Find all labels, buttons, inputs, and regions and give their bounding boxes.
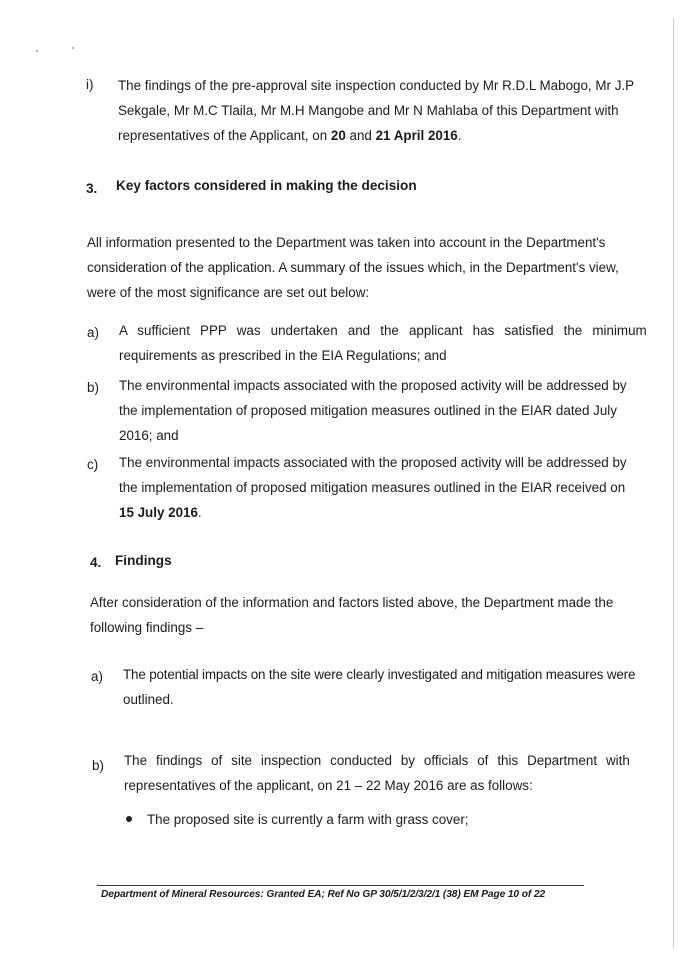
section-3-item-b-line1: The environmental impacts associated with the proposed activity will be addressed by — [119, 378, 627, 393]
section-4-item-a-line1: The potential impacts on the site were clearly investigated and mitigation measures were — [123, 667, 636, 682]
footer-rule — [97, 885, 584, 886]
item-i-date-a: 20 — [330, 128, 346, 143]
section-4-item-b-line2: representatives of the applicant, on 21 – 22 May 2016 are as follows: — [124, 778, 533, 793]
item-i-text — [118, 73, 635, 148]
section-4-item-b-label: b) — [92, 758, 104, 773]
section-3-item-c-date: 15 July 2016 — [119, 505, 198, 520]
item-i-line3-pre: representatives of the Applicant, on — [118, 128, 331, 143]
section-3-title: Key factors considered in making the decision — [116, 178, 417, 193]
item-i-label: i) — [86, 77, 94, 92]
section-4-item-b-text — [124, 748, 630, 798]
scan-speck — [36, 50, 38, 52]
section-4-intro-line2: following findings – — [90, 620, 204, 635]
section-3-item-a-line2: requirements as prescribed in the EIA Regulations; and — [119, 348, 447, 363]
item-i-date-b: 21 April 2016 — [375, 128, 458, 143]
section-3-item-b-label: b) — [87, 380, 99, 395]
section-3-item-c-line3 — [119, 500, 627, 525]
page-footer: Department of Mineral Resources: Granted EA; Ref No GP 30/5/1/2/3/2/1 (38) EM Page 10 of 22 — [101, 889, 546, 900]
section-4-title: Findings — [115, 553, 172, 568]
section-3-intro-line3: were of the most significance are set out below: — [87, 285, 370, 300]
section-4-item-a-line2: outlined. — [123, 692, 174, 707]
section-4-item-b-bullet: The proposed site is currently a farm with grass cover; — [147, 812, 469, 827]
section-3-item-b-text — [119, 373, 627, 448]
section-4-intro — [90, 590, 613, 640]
section-3-item-a-label: a) — [87, 325, 99, 340]
section-3-item-b-line2: the implementation of proposed mitigation measures outlined in the EIAR dated July — [119, 403, 617, 418]
item-i-line1: The findings of the pre-approval site inspection conducted by Mr R.D.L Mabogo, Mr J.P — [118, 78, 635, 93]
item-i-line3-end: . — [457, 128, 462, 143]
section-3-item-a-text — [119, 318, 647, 368]
item-i-line2: Sekgale, Mr M.C Tlaila, Mr M.H Mangobe and Mr N Mahlaba of this Department with — [118, 103, 619, 118]
section-3-intro — [87, 230, 619, 305]
page-edge-line — [673, 18, 674, 948]
bullet-icon — [126, 816, 132, 822]
section-4-intro-line1: After consideration of the information and factors listed above, the Department made the — [90, 595, 614, 610]
item-i-line3-mid: and — [345, 128, 376, 143]
section-4-number: 4. — [90, 555, 102, 570]
section-4-item-a-text — [123, 662, 635, 712]
section-3-item-c-text — [119, 450, 627, 525]
section-3-number: 3. — [86, 181, 98, 196]
section-3-intro-line2: consideration of the application. A summary of the issues which, in the Department's view, — [87, 260, 619, 275]
section-3-item-c-label: c) — [87, 457, 99, 472]
section-3-item-b-line3: 2016; and — [119, 428, 179, 443]
section-3-item-a-line1: A sufficient PPP was undertaken and the applicant has satisfied the minimum — [119, 323, 647, 338]
section-3-intro-line1: All information presented to the Department was taken into account in the Department's — [87, 235, 606, 250]
section-3-item-c-line3-end: . — [197, 505, 202, 520]
section-4-item-a-label: a) — [91, 669, 103, 684]
item-i-line3 — [118, 123, 624, 148]
section-3-item-c-line2: the implementation of proposed mitigation measures outlined in the EIAR received on — [119, 480, 626, 495]
scan-speck — [72, 47, 74, 49]
section-3-item-c-line1: The environmental impacts associated with the proposed activity will be addressed by — [119, 455, 627, 470]
section-4-item-b-line1: The findings of site inspection conducted by officials of this Department with — [124, 753, 630, 768]
